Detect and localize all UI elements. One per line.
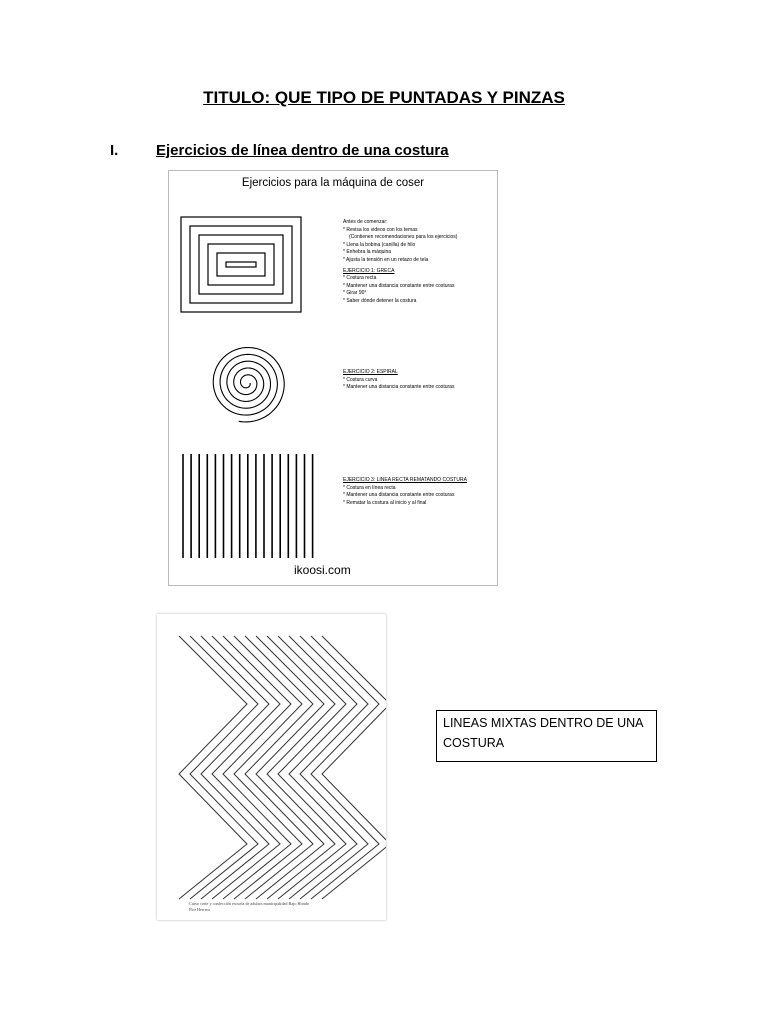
note-line: * Costura curva xyxy=(343,376,378,383)
note-line: Antes de comenzar: xyxy=(343,219,388,225)
exercise-2-heading: EJERCICIO 2: ESPIRAL xyxy=(343,369,398,375)
figure-title: Ejercicios para la máquina de coser xyxy=(241,177,425,189)
zigzag-line xyxy=(322,636,386,899)
greca-pattern xyxy=(181,217,301,312)
zigzag-line xyxy=(256,636,324,899)
zigzag-line xyxy=(234,636,302,899)
zigzag-line xyxy=(278,636,346,899)
straight-lines-pattern xyxy=(183,454,313,558)
document-title: TITULO: QUE TIPO DE PUNTADAS Y PINZAS xyxy=(203,88,565,107)
zigzag-drawing xyxy=(157,614,386,920)
spiral-pattern xyxy=(213,348,284,422)
zigzag-line xyxy=(245,636,313,899)
zigzag-line xyxy=(289,636,357,899)
note-line: * Llena la bobina (canilla) de hilo xyxy=(343,241,416,248)
note-line: * Mantener una distancia constante entre costuras xyxy=(343,492,455,499)
note-line: * Enhebra la máquina xyxy=(343,249,392,256)
credit-line: Curso corte y confección escuela de adultos municipalidad Bajo Hondo xyxy=(189,901,309,906)
note-line: * Ajusta la tensión en un retazo de tela xyxy=(343,256,429,263)
intro-notes xyxy=(343,219,457,306)
zigzag-figure xyxy=(157,614,386,920)
exercise-3-heading: EJERCICIO 3: LINEA RECTA REMATANDO COSTURA xyxy=(343,477,467,483)
note-line: * Revisa los videos con los temas xyxy=(343,226,418,233)
greca-line xyxy=(217,253,265,276)
section-number: I. xyxy=(110,142,119,159)
zigzag-line xyxy=(201,636,269,899)
credit-line: Flor Herrera xyxy=(189,906,210,912)
note-line: * Mantener una distancia constante entre costuras xyxy=(343,384,455,391)
mixed-lines-textbox: LINEAS MIXTAS DENTRO DE UNA COSTURA xyxy=(436,710,657,762)
sewing-exercises-figure xyxy=(168,170,498,586)
zigzag-lines xyxy=(179,636,386,899)
note-line: * Costura recta xyxy=(343,275,377,282)
exercise-2-notes xyxy=(343,369,454,392)
greca-line xyxy=(226,262,256,267)
section-label: Ejercicios de línea dentro de una costura xyxy=(156,142,449,159)
zigzag-line xyxy=(190,636,258,899)
note-line: (Contienen recomendaciones para los ejercicios) xyxy=(349,234,458,241)
note-line: * Saber dónde detener la costura xyxy=(343,297,417,304)
greca-line xyxy=(190,226,292,303)
zigzag-line xyxy=(212,636,280,899)
note-line: * Mantener una distancia constante entre costuras xyxy=(343,282,455,289)
greca-line xyxy=(208,244,274,285)
brand-text: ikoosi.com xyxy=(294,563,351,577)
zigzag-line xyxy=(311,636,379,899)
zigzag-line xyxy=(267,636,335,899)
note-line: * Rematar la costura al inicio y al final xyxy=(343,499,427,506)
figure-credit xyxy=(189,901,309,912)
exercise-1-heading: EJERCICIO 1: GRECA xyxy=(343,267,395,274)
zigzag-line xyxy=(223,636,291,899)
note-line: * Costura en línea recta xyxy=(343,484,396,491)
zigzag-line xyxy=(300,636,368,899)
zigzag-line xyxy=(179,636,247,899)
note-line: * Girar 90° xyxy=(343,290,367,297)
exercise-3-notes xyxy=(343,477,467,507)
